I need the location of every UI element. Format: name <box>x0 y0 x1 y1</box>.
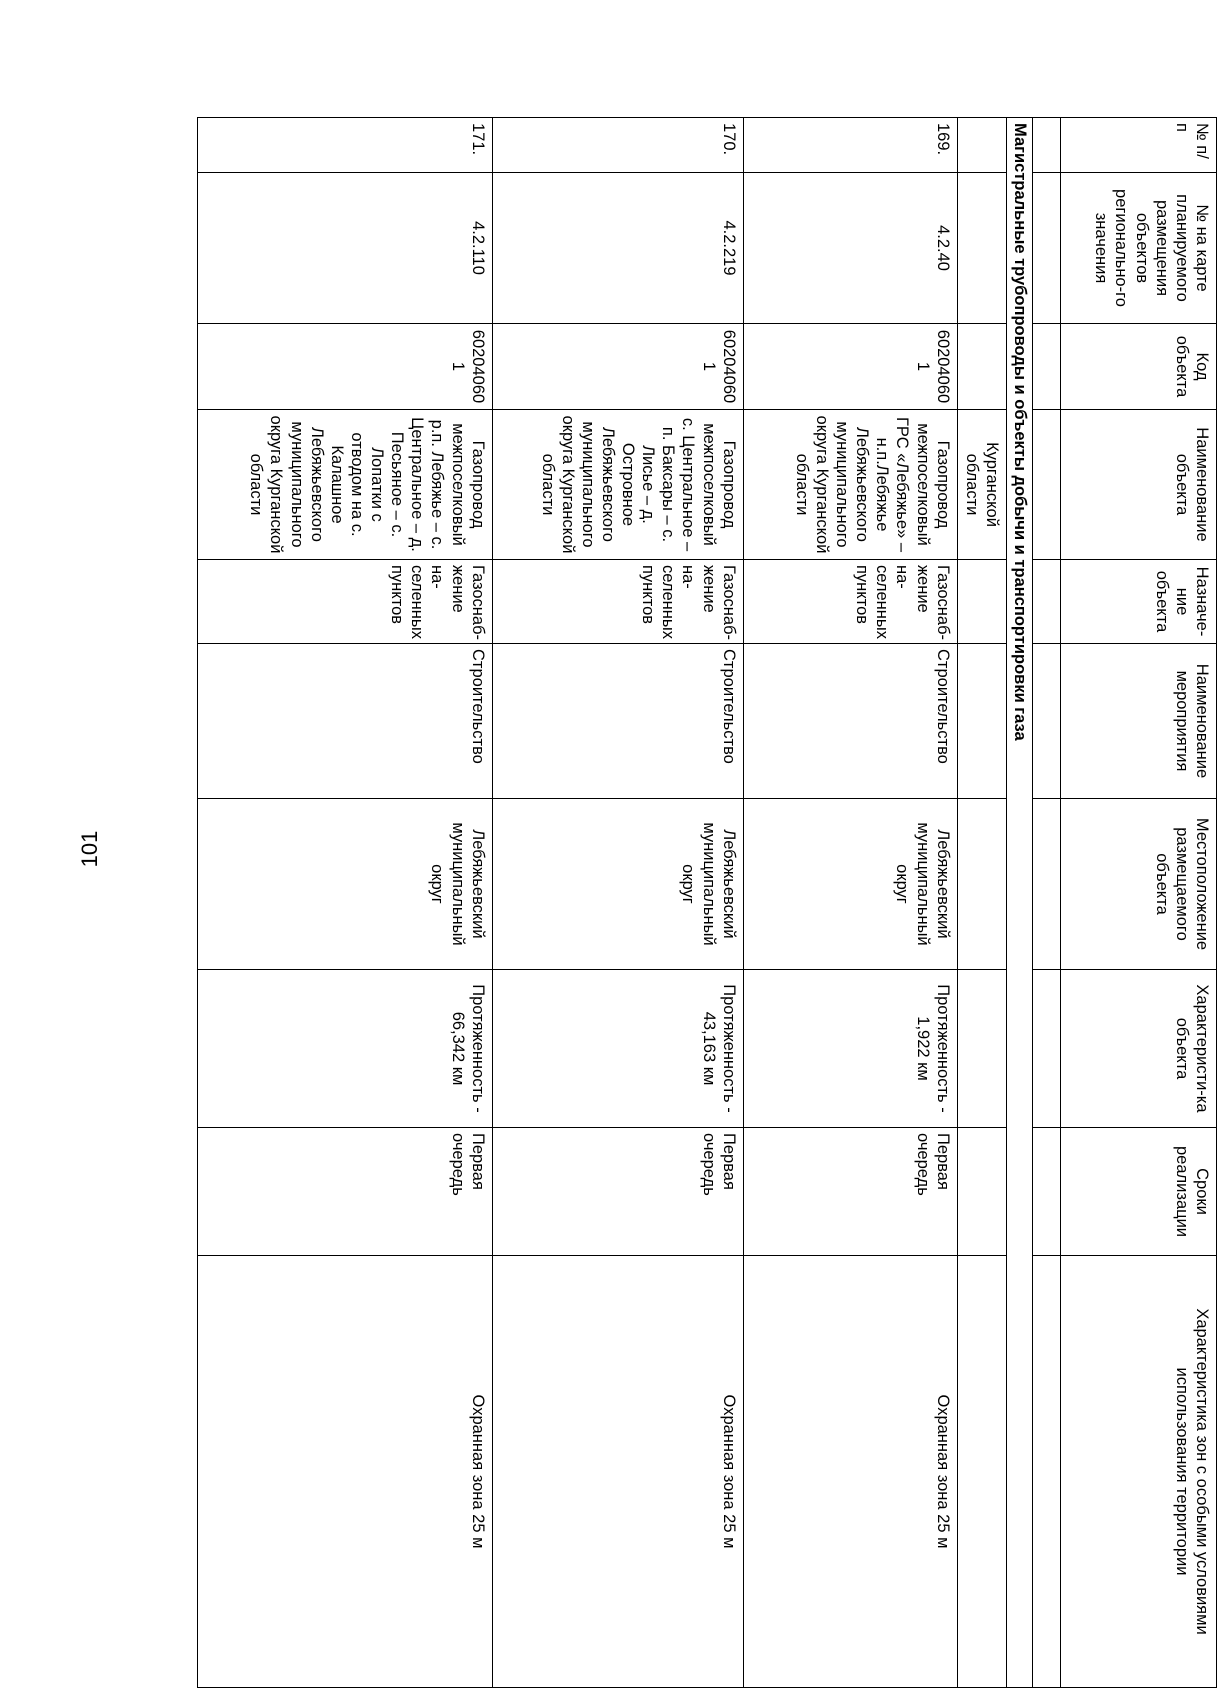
table-row <box>492 118 743 1688</box>
object-purpose: Газоснаб-жение на-селенных пунктов <box>743 560 957 644</box>
row-number: 170. <box>492 118 743 173</box>
spacer-row <box>1033 118 1061 1688</box>
section-row <box>1007 118 1033 1688</box>
continuation-row <box>957 118 1006 1688</box>
table-row <box>743 118 957 1688</box>
object-code: 602040601 <box>743 324 957 410</box>
page-number: 101 <box>77 830 102 868</box>
table-header-row <box>1061 118 1217 1688</box>
header-cell: № на карте планируемого размещения объектов регионально-го значения <box>1061 173 1217 324</box>
continuation-text: Курганской области <box>957 410 1006 560</box>
header-cell: Характеристика зон с особыми условиями использования территории <box>1061 1256 1217 1688</box>
object-location: Лебяжьевский муниципальный округ <box>743 799 957 970</box>
header-cell: Местоположение размещаемого объекта <box>1061 799 1217 970</box>
document-table-container <box>203 117 1217 1687</box>
header-cell: № п/п <box>1061 118 1217 173</box>
object-location: Лебяжьевский муниципальный округ <box>197 799 492 970</box>
map-number: 4.2.219 <box>492 173 743 324</box>
object-name: Газопровод межпоселковый ГРС «Лебяжье» – н.п.Лебяжье Лебяжьевского муниципального округа Курганской области <box>743 410 957 560</box>
object-name: Газопровод межпоселковый с. Центральное – п. Баксары – с. Лисье – д. Островное Лебяжьевского муниципального округа Курганской области <box>492 410 743 560</box>
object-code: 602040601 <box>492 324 743 410</box>
object-characteristic: Протяженность - 43,163 км <box>492 970 743 1128</box>
zone-characteristic: Охранная зона 25 м <box>743 1256 957 1688</box>
objects-table <box>197 117 1217 1688</box>
map-number: 4.2.40 <box>743 173 957 324</box>
map-number: 4.2.110 <box>197 173 492 324</box>
section-title: Магистральные трубопроводы и объекты добычи и транспортировки газа <box>1007 118 1033 1688</box>
header-cell: Назначе-ние объекта <box>1061 560 1217 644</box>
header-cell: Характеристи-ка объекта <box>1061 970 1217 1128</box>
implementation-term: Первая очередь <box>492 1128 743 1256</box>
row-number: 171. <box>197 118 492 173</box>
object-characteristic: Протяженность - 1,922 км <box>743 970 957 1128</box>
action-name: Строительство <box>197 644 492 799</box>
zone-characteristic: Охранная зона 25 м <box>197 1256 492 1688</box>
table-row <box>197 118 492 1688</box>
implementation-term: Первая очередь <box>197 1128 492 1256</box>
action-name: Строительство <box>743 644 957 799</box>
implementation-term: Первая очередь <box>743 1128 957 1256</box>
zone-characteristic: Охранная зона 25 м <box>492 1256 743 1688</box>
header-cell: Наименование мероприятия <box>1061 644 1217 799</box>
object-characteristic: Протяженность - 66,342 км <box>197 970 492 1128</box>
object-purpose: Газоснаб-жение на-селенных пунктов <box>197 560 492 644</box>
action-name: Строительство <box>492 644 743 799</box>
header-cell: Код объекта <box>1061 324 1217 410</box>
row-number: 169. <box>743 118 957 173</box>
header-cell: Наименование объекта <box>1061 410 1217 560</box>
object-location: Лебяжьевский муниципальный округ <box>492 799 743 970</box>
object-code: 602040601 <box>197 324 492 410</box>
object-name: Газопровод межпоселковый р.п. Лебяжье – с. Центральное – д. Песьяное – с. Лопатки с отводом на с. Калашное Лебяжьевского муниципального округа Курганской области <box>197 410 492 560</box>
object-purpose: Газоснаб-жение на-селенных пунктов <box>492 560 743 644</box>
header-cell: Сроки реализации <box>1061 1128 1217 1256</box>
